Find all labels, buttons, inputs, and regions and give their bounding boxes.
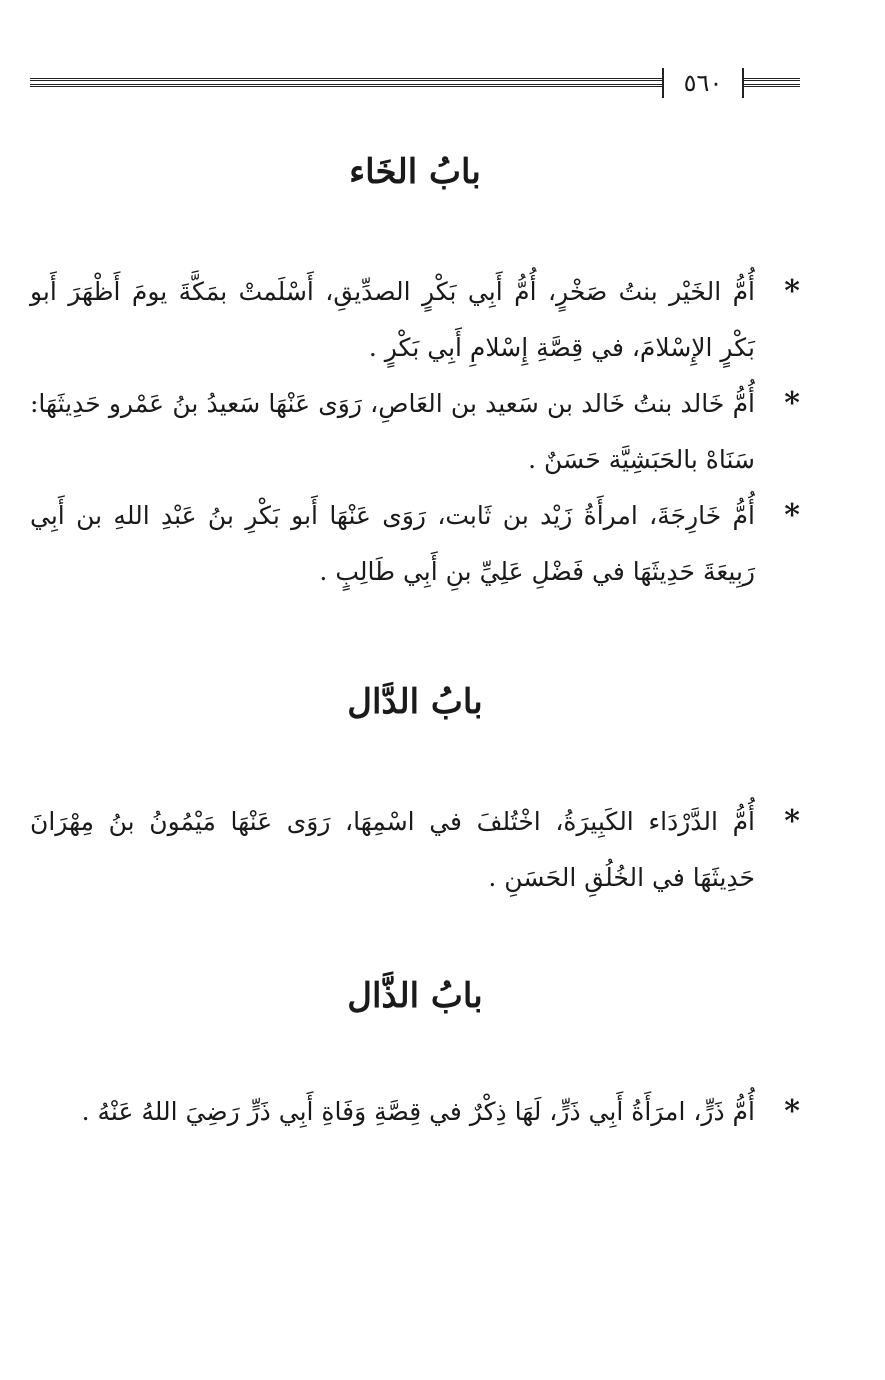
entry-text: أُمُّ الخَيْر بنتُ صَخْرٍ، أُمُّ أَبِي بَكْرٍ الصدِّيقِ، أَسْلَمتْ بمَكَّةَ يومَ أَظْهَرَ أَبو بَكْرٍ الإِسْلامَ، في قِصَّةِ إِسْلامِ أَبِي بَكْرٍ . xyxy=(30,277,755,362)
section-dal xyxy=(30,672,800,906)
entry-list xyxy=(30,1084,800,1140)
bullet-star: * xyxy=(784,804,800,839)
bullet-star: * xyxy=(784,498,800,533)
entry-text: أُمُّ خَالد بنتُ خَالد بن سَعيد بن العَاصِ، رَوَى عَنْهَا سَعيدُ بنُ عَمْرو حَدِيثَهَا: سَنَاهْ بالحَبَشِيَّة حَسَنٌ . xyxy=(30,389,755,474)
entry-list xyxy=(30,264,800,600)
section-title: بابُ الدَّال xyxy=(347,682,483,722)
entry-text: أُمُّ الدَّرْدَاء الكَبِيرَةُ، اخْتُلفَ في اسْمِهَا، رَوَى عَنْهَا مَيْمُونُ بنُ مِهْرَانَ حَدِيثَهَا في الخُلُقِ الحَسَنِ . xyxy=(30,807,755,892)
list-item xyxy=(30,488,800,600)
section-dhal xyxy=(30,966,800,1140)
list-item xyxy=(30,1084,800,1140)
list-item xyxy=(30,794,800,906)
section-kha xyxy=(30,142,800,600)
entry-text: أُمُّ ذَرٍّ، امرَأَةُ أَبِي ذَرٍّ، لَهَا ذِكْرٌ في قِصَّةِ وَفَاةِ أَبِي ذَرٍّ رَضِيَ اللهُ عَنْهُ . xyxy=(81,1097,755,1126)
section-title: بابُ الخَاء xyxy=(349,152,481,192)
page-header xyxy=(30,68,800,98)
list-item xyxy=(30,264,800,376)
header-rule-long xyxy=(30,78,662,87)
page-number: ٥٦٠ xyxy=(683,69,723,97)
entry-list xyxy=(30,794,800,906)
bullet-star: * xyxy=(784,274,800,309)
bullet-star: * xyxy=(784,1094,800,1129)
header-rule-short xyxy=(744,78,800,87)
section-title: بابُ الذَّال xyxy=(347,976,483,1016)
entry-text: أُمُّ خَارِجَةَ، امرأَةُ زَيْد بن ثَابت، رَوَى عَنْهَا أَبو بَكْرِ بنُ عَبْدِ اللهِ بن أَبِي رَبِيعَةَ حَدِيثَهَا في فَضْلِ عَلِيِّ بنِ أَبِي طَالِبٍ . xyxy=(30,501,755,586)
list-item xyxy=(30,376,800,488)
bullet-star: * xyxy=(784,386,800,421)
